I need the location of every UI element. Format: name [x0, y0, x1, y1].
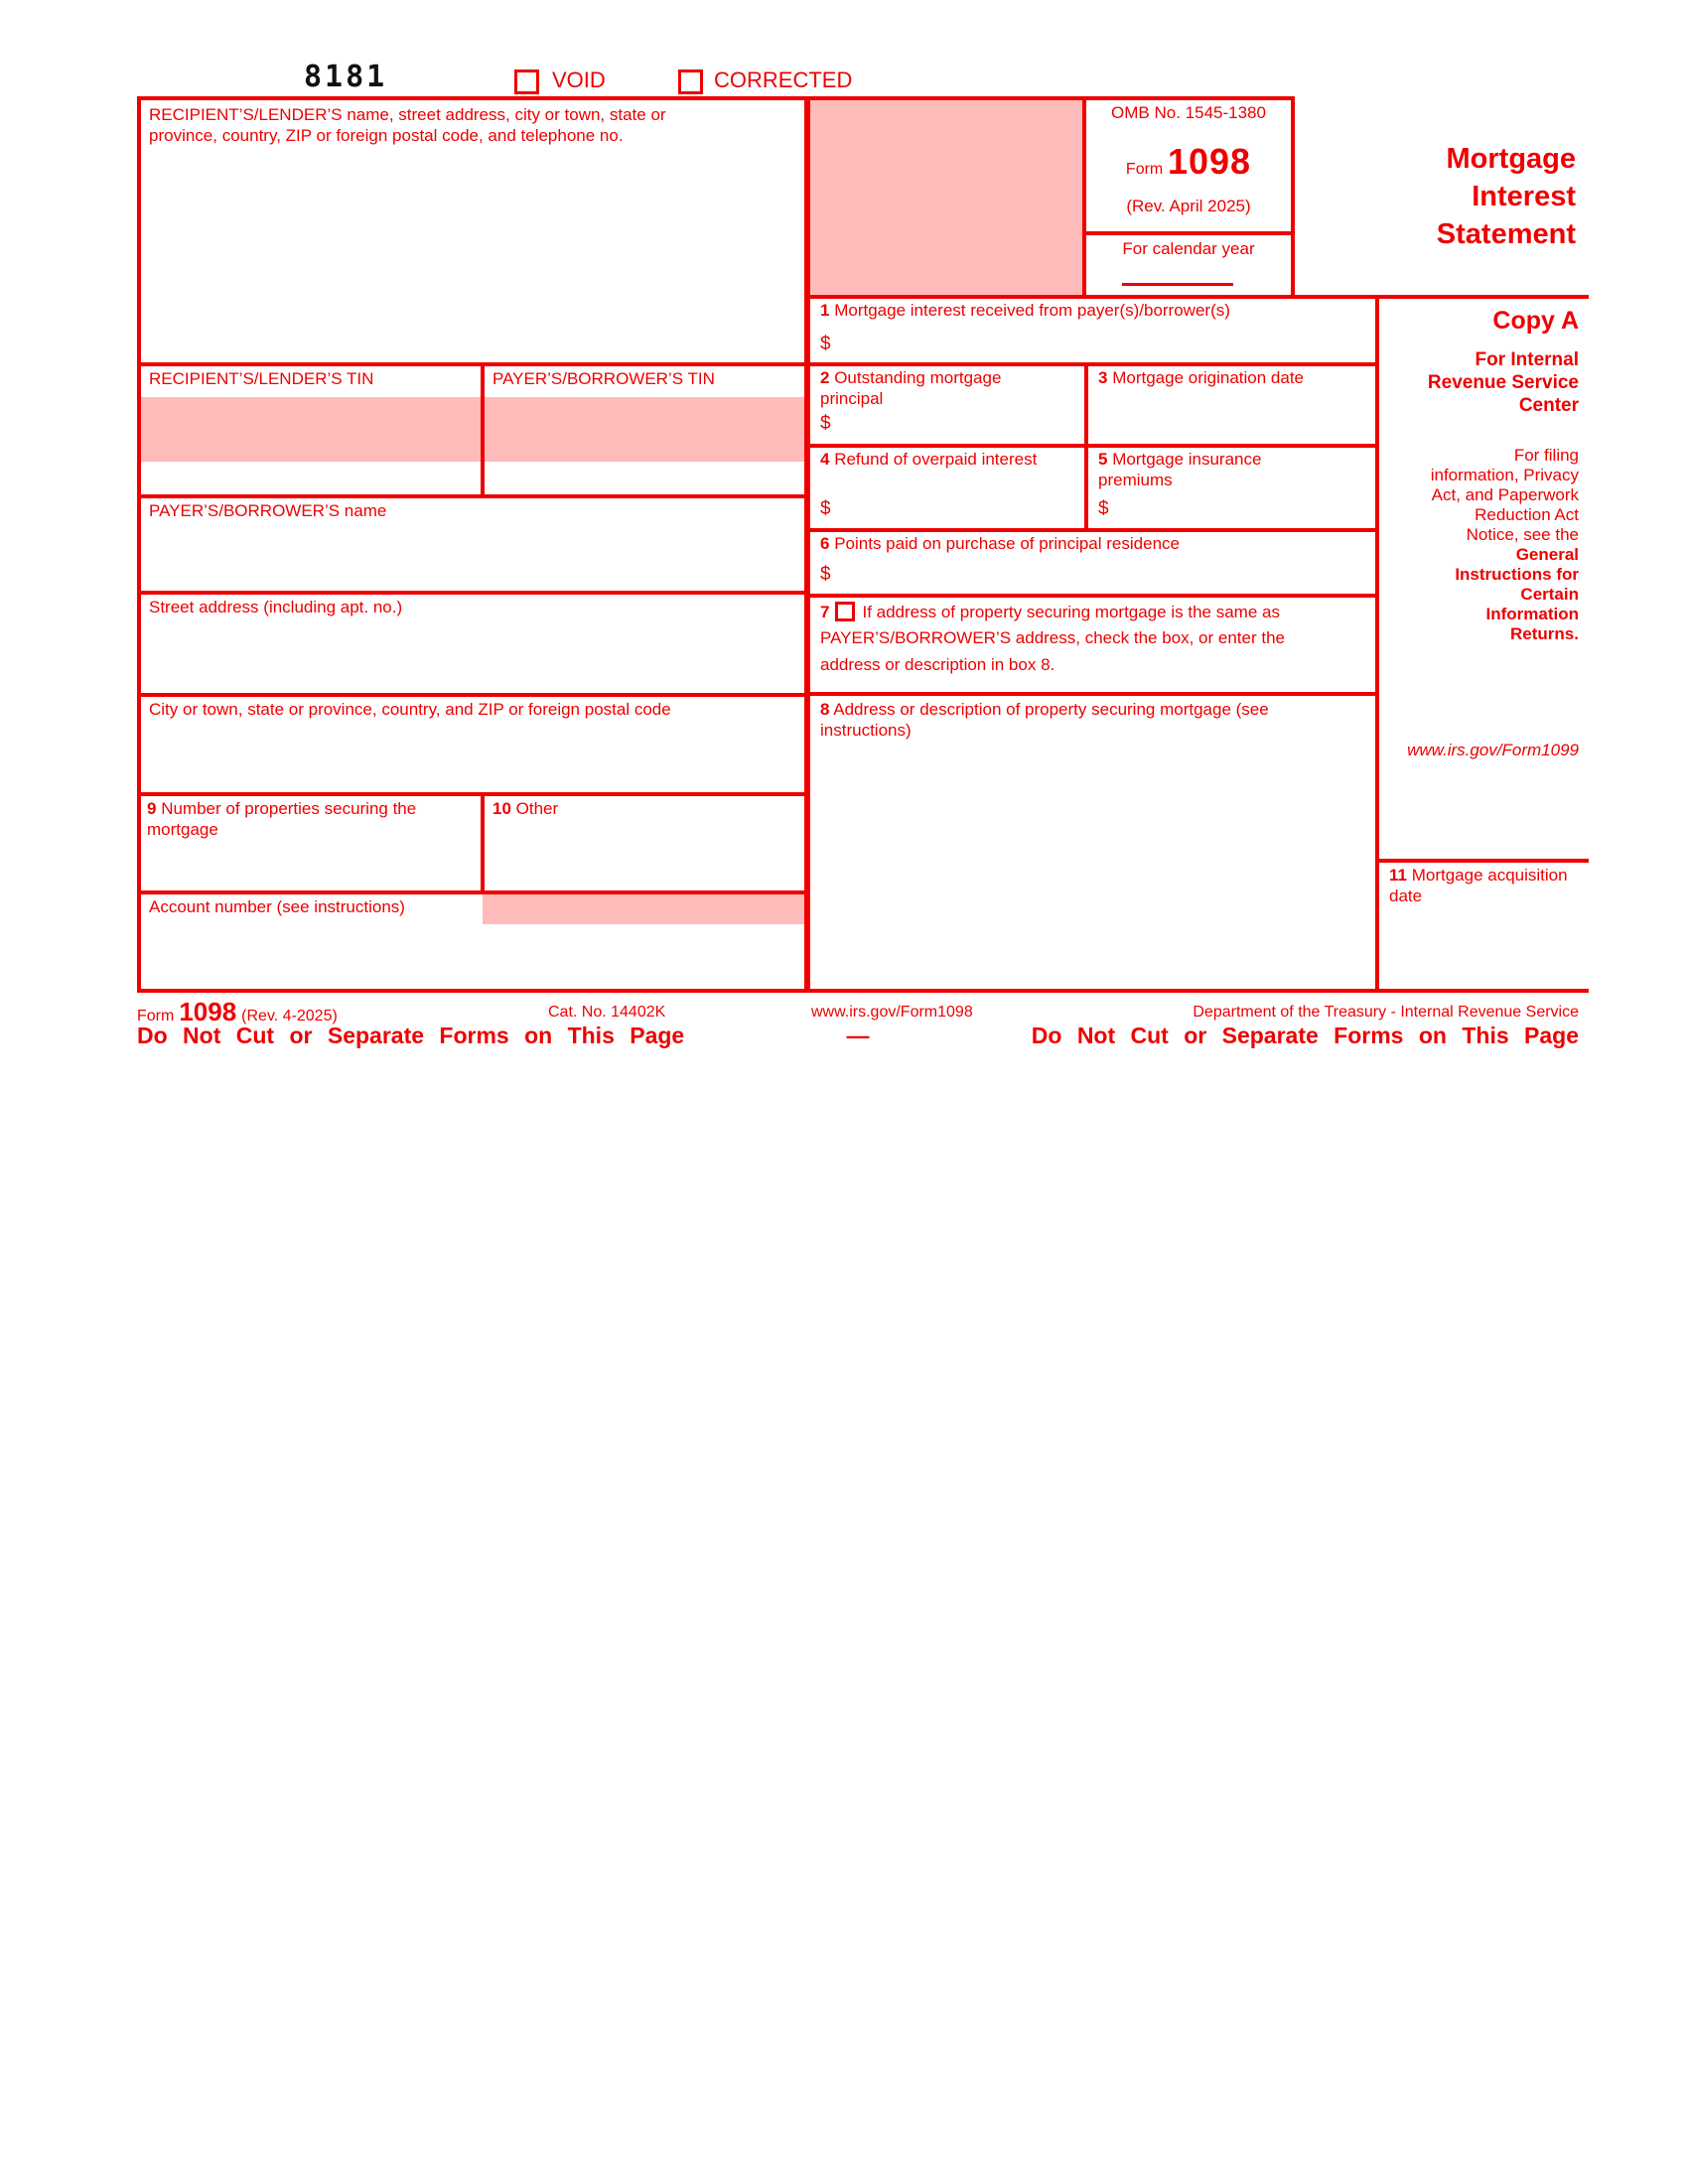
form-line [1375, 295, 1379, 993]
form-number: 1098 [1167, 141, 1252, 182]
footer-form-word: Form [137, 1008, 175, 1024]
void-checkbox[interactable] [514, 69, 539, 94]
account-number-label: Account number (see instructions) [149, 897, 405, 916]
form-line [804, 295, 1589, 299]
print-code: 8181 [304, 60, 388, 94]
street-address-label: Street address (including apt. no.) [149, 598, 403, 616]
form-revision: (Rev. April 2025) [1126, 197, 1251, 215]
box1-text: Mortgage interest received from payer(s)/borrower(s) [834, 301, 1230, 320]
copy-a-label: Copy A [1492, 307, 1579, 335]
box4-dollar-sign: $ [820, 498, 831, 519]
payer-tin-label: PAYER’S/BORROWER’S TIN [492, 369, 715, 388]
footer-revision: (Rev. 4-2025) [241, 1008, 338, 1024]
form-title: Mortgage Interest Statement [1436, 143, 1576, 250]
box11-text: Mortgage acquisition date [1389, 866, 1568, 905]
box10-text: Other [515, 799, 559, 818]
box4-text: Refund of overpaid interest [834, 450, 1038, 469]
recipient-tin-shaded-area[interactable] [141, 397, 481, 462]
form-line [481, 792, 485, 894]
box4-label [820, 450, 1058, 471]
box2-dollar-sign: $ [820, 413, 831, 434]
form-line [137, 792, 808, 796]
box3-text: Mortgage origination date [1112, 368, 1304, 387]
box7-number: 7 [820, 603, 830, 621]
box9-text: Number of properties securing the mortgage [147, 799, 417, 839]
form-line [137, 890, 808, 894]
box6-dollar-sign: $ [820, 564, 831, 585]
footer-url: www.irs.gov/Form1098 [811, 1004, 973, 1021]
corrected-label: CORRECTED [714, 68, 853, 92]
city-label: City or town, state or province, country, and ZIP or foreign postal code [149, 700, 671, 719]
form-line [1375, 859, 1589, 863]
form-line [481, 362, 485, 498]
box11-label [1389, 866, 1578, 906]
box8-label [820, 700, 1341, 741]
account-number-shaded-area[interactable] [483, 892, 806, 924]
box2-label [820, 368, 1058, 409]
corrected-checkbox[interactable] [678, 69, 703, 94]
payer-name-label: PAYER’S/BORROWER’S name [149, 501, 387, 520]
calendar-year-entry-line[interactable] [1122, 283, 1233, 286]
do-not-cut-banner [137, 1023, 1579, 1049]
box5-text: Mortgage insurance premiums [1098, 450, 1262, 489]
form-line [804, 444, 1379, 448]
box7-label [820, 600, 1346, 678]
calendar-year-label: For calendar year [1122, 239, 1255, 258]
box5-number: 5 [1098, 450, 1108, 469]
for-irs-center-label: For Internal Revenue Service Center [1427, 349, 1579, 416]
box1-label [820, 301, 1361, 322]
do-not-cut-text-right: Do Not Cut or Separate Forms on This Page [1031, 1023, 1579, 1048]
box10-number: 10 [492, 799, 511, 818]
omb-number: OMB No. 1545-1380 [1111, 103, 1266, 122]
void-label: VOID [552, 68, 606, 92]
box8-text: Address or description of property securing mortgage (see instructions) [820, 700, 1269, 740]
box7-text: If address of property securing mortgage is the same as PAYER’S/BORROWER’S address, check the box, or enter the address or description in box 8. [820, 603, 1285, 674]
form-number-block [1086, 141, 1291, 183]
box1-dollar-sign: $ [820, 334, 831, 354]
form-line [137, 494, 808, 498]
box11-number: 11 [1389, 866, 1407, 885]
footer-form-number: 1098 [179, 997, 237, 1026]
form-line [137, 591, 808, 595]
form-line [137, 96, 141, 993]
form-line [137, 693, 808, 697]
footer-department: Department of the Treasury - Internal Revenue Service [1193, 1004, 1579, 1021]
box6-text: Points paid on purchase of principal residence [834, 534, 1180, 553]
box6-label [820, 534, 1366, 555]
box3-number: 3 [1098, 368, 1108, 387]
box6-number: 6 [820, 534, 830, 553]
form-line [137, 989, 1589, 993]
footer-catalog-number: Cat. No. 14402K [548, 1004, 666, 1021]
do-not-cut-text-left: Do Not Cut or Separate Forms on This Page [137, 1023, 685, 1048]
box4-number: 4 [820, 450, 830, 469]
box5-label [1098, 450, 1297, 490]
box2-text: Outstanding mortgage principal [820, 368, 1002, 408]
recipient-info-shaded-area[interactable] [810, 100, 1082, 295]
form-word: Form [1125, 161, 1164, 178]
recipient-tin-label: RECIPIENT’S/LENDER’S TIN [149, 369, 374, 388]
box9-number: 9 [147, 799, 157, 818]
form-line [804, 96, 810, 993]
form-line [1084, 362, 1088, 532]
filing-information-text [1428, 446, 1579, 644]
filing-text: For filing information, Privacy Act, and Paperwork Reduction Act Notice, see the [1430, 446, 1579, 544]
box2-number: 2 [820, 368, 830, 387]
do-not-cut-separator: — [846, 1023, 870, 1048]
box1-number: 1 [820, 301, 830, 320]
form-line [804, 594, 1379, 598]
recipient-info-label: RECIPIENT’S/LENDER’S name, street address, city or town, state or province, country, ZIP or foreign postal code, and telephone no. [149, 105, 666, 145]
box3-label [1098, 368, 1368, 389]
box8-number: 8 [820, 700, 830, 719]
form-line [137, 96, 1291, 100]
general-instructions-text: General Instructions for Certain Information Returns. [1455, 545, 1579, 643]
copy-a-url: www.irs.gov/Form1099 [1407, 741, 1579, 759]
form-line [1291, 96, 1295, 299]
box5-dollar-sign: $ [1098, 498, 1109, 519]
box9-label [147, 799, 460, 840]
box7-checkbox[interactable] [835, 602, 855, 621]
payer-tin-shaded-area[interactable] [485, 397, 804, 462]
box10-label [492, 799, 558, 820]
form-line [804, 692, 1379, 696]
form-line [1082, 231, 1291, 235]
form-line [137, 362, 1379, 366]
form-line [804, 528, 1379, 532]
